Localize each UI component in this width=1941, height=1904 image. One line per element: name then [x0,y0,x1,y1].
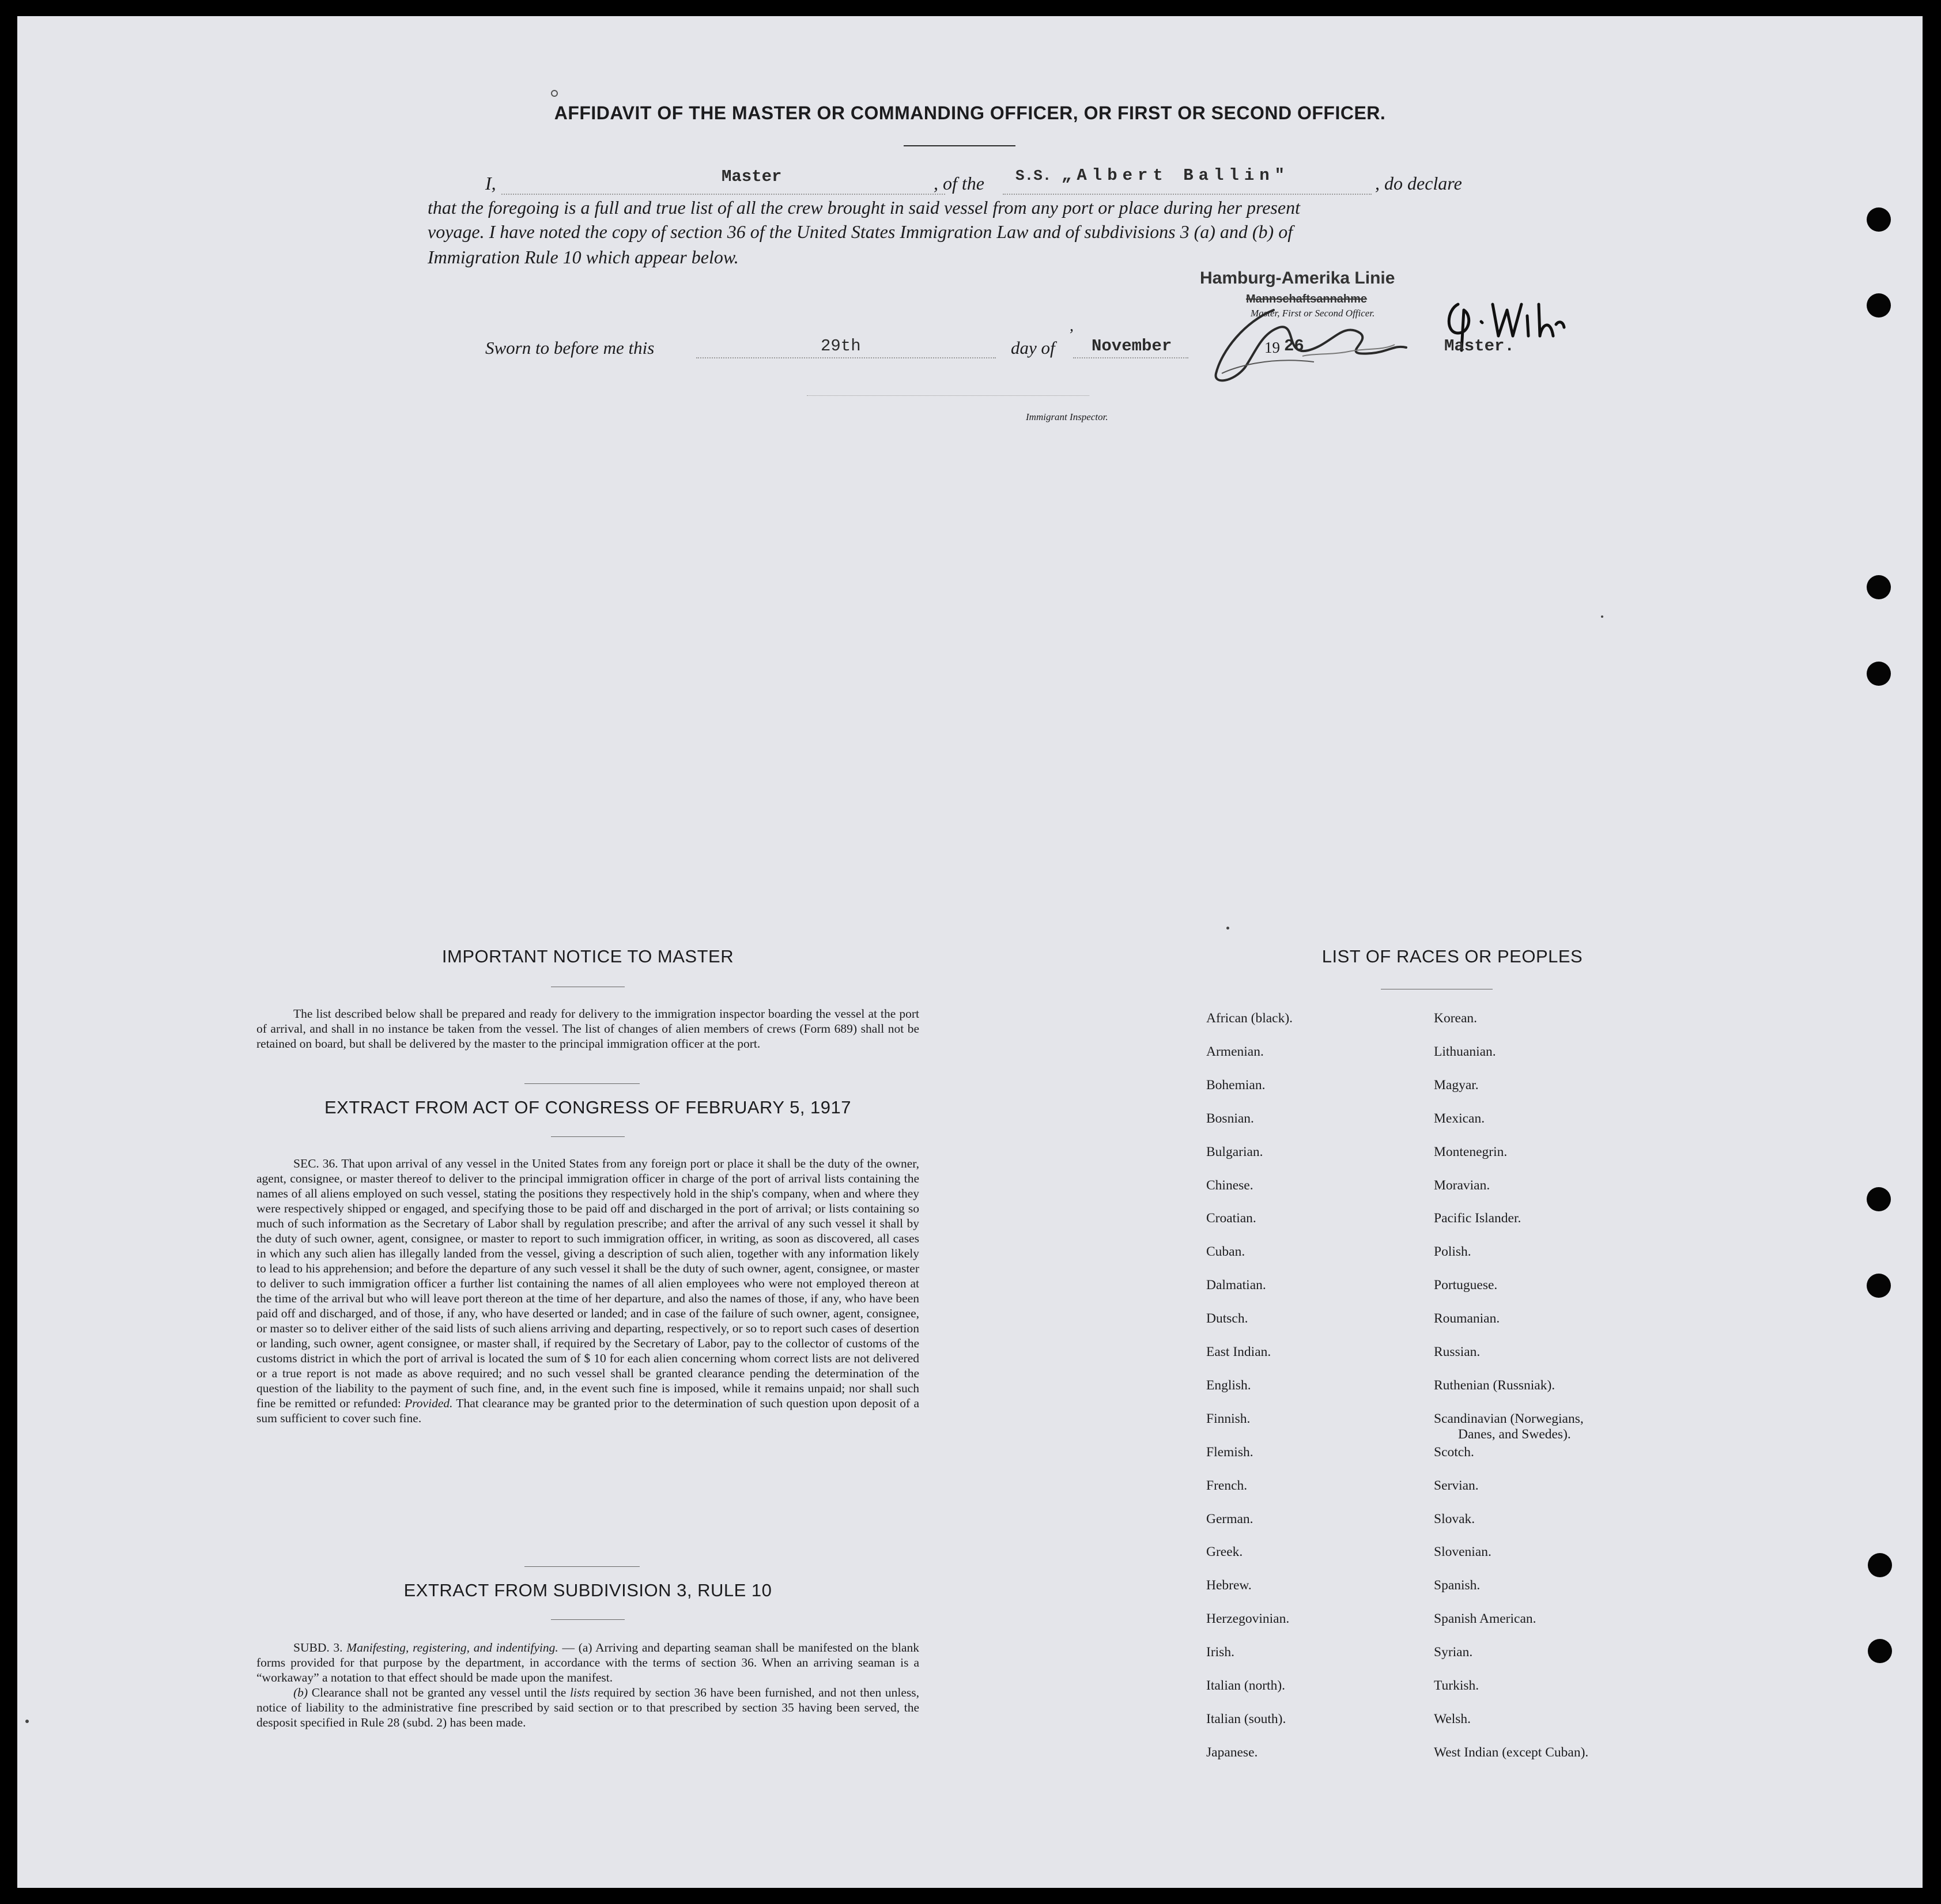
vessel-prefix: S.S. [1015,167,1052,184]
rule-b-text-1: Clearance shall not be granted any vessel until the [311,1686,567,1699]
race-item: Scandinavian (Norwegians, [1434,1411,1584,1426]
race-item: Finnish. [1206,1411,1251,1426]
punch-hole [1868,1639,1892,1663]
rule-b-text-2: required by section 36 have been furnished, and not then unless, notice of liability to the administrative fine prescribed by said section or to that prescribed by section 35 having been served, the desposit specified in Rule 28 (subd. 2) has been made. [256,1686,920,1729]
document-page [17,16,1923,1888]
divider-rule [524,1566,640,1567]
punch-hole [1867,293,1891,318]
inspector-caption: Immigrant Inspector. [1026,411,1108,422]
race-item: French. [1206,1478,1248,1493]
of-the-label: , of the [934,173,984,194]
races-title: LIST OF RACES OR PEOPLES [1321,946,1583,966]
comma-mark: , [1070,317,1074,335]
rule-b-label: (b) [293,1686,308,1699]
rank-line [501,194,945,195]
punch-hole [1868,1553,1892,1577]
rule-a-text: Arriving and departing seaman shall be manifested on the blank forms provided for that purpose by the department, in accordance with the terms of section 36. When an arriving seaman is a “workaway” a notation to that effect should be made upon the manifest. [256,1641,919,1684]
race-item: Slovenian. [1434,1544,1491,1560]
race-item: East Indian. [1206,1344,1271,1359]
affidavit-line-3: voyage. I have noted the copy of section 36 of the United States Immigration Law and of subdivisions 3 (a) and (b) of [428,221,1293,242]
race-item: Irish. [1206,1645,1234,1660]
rule-title: EXTRACT FROM SUBDIVISION 3, RULE 10 [403,1580,772,1600]
race-item: Portuguese. [1434,1278,1498,1293]
race-item: Korean. [1434,1011,1478,1026]
race-item: Moravian. [1434,1177,1490,1193]
race-item: Russian. [1434,1344,1481,1359]
race-item: West Indian (except Cuban). [1434,1744,1589,1760]
act-main-text: SEC. 36. That upon arrival of any vessel in the United States from any foreign port or place it shall be the duty of the owner, agent, consignee, or master thereof to deliver to the principal immigration officer in charge of the port of arrival lists containing the names of all aliens employed on such vessel, stating the positions they respectively hold in the ship's company, when and where they were respectively shipped or engaged, and specifying those to be paid off and discharged in the port of arrival; or lists containing so much of such information as the Secretary of Labor shall by regulation prescribe; and after the arrival of any such vessel it shall by the duty of such owner, agent, consignee, or master to report to such immigration officer, in writing, as soon as discovered, all cases in which any such alien has illegally landed from the vessel, giving a description of such alien, together with any information likely to lead to his apprehension; and before the departure of any such vessel it shall be the duty of such owner, agent, consignee, or master to deliver to such immigration officer a further list containing the names of all alien employees who were not employed thereon at the time of the arrival but who will leave port thereon at the time of her departure, and also the names of those, if any, who have been paid off and discharged, and of those, if any, who have deserted or landed; and in case of the failure of such owner, agent, consignee, or master so to deliver either of the said lists of such aliens arriving and departing, respectively, or so to report such cases of desertion or landing, such owner, agent consignee, or master shall, if required by the Secretary of Labor, pay to the collector of customs of the customs district in which the port of arrival is located the sum of $ 10 for each alien concerning whom correct lists are not delivered or a true report is not made as above required; and no such vessel shall be granted clearance pending the determination of the question of the liability to the payment of such fine, and, in the event such fine is imposed, while it remains unpaid; nor shall such fine be remitted or refunded: [256,1157,919,1410]
race-item: Chinese. [1206,1177,1253,1193]
rule-paragraph-b [256,1685,919,1730]
punch-hole [1867,207,1891,232]
sworn-label: Sworn to before me this [485,338,655,358]
rule-b-lists: lists [569,1686,590,1699]
race-item: Magyar. [1434,1077,1479,1093]
race-item: Lithuanian. [1434,1044,1496,1059]
race-item: Bulgarian. [1206,1144,1263,1159]
race-item: German. [1206,1511,1253,1527]
do-declare-label: , do declare [1375,173,1462,194]
race-item: Syrian. [1434,1645,1473,1660]
race-item: Montenegrin. [1434,1144,1508,1159]
race-item: African (black). [1206,1011,1293,1026]
year-prefix: 19 [1264,339,1280,356]
race-item-continuation: Danes, and Swedes). [1458,1426,1571,1442]
month-line [1073,357,1188,358]
race-item: Spanish American. [1434,1611,1536,1627]
vessel-name: „Albert Ballin" [1062,166,1290,185]
race-item: Herzegovinian. [1206,1611,1290,1627]
punch-hole [1867,1274,1891,1298]
race-item: Servian. [1434,1478,1479,1493]
month-value: November [1092,337,1172,356]
race-item: Spanish. [1434,1578,1481,1593]
rule-a-label: — (a) [562,1641,592,1654]
race-item: Japanese. [1206,1744,1258,1760]
race-item: Cuban. [1206,1244,1245,1260]
act-end-text: That clearance may be granted prior to the determination of such question upon deposit of a sum sufficient to cover such fine. [256,1396,919,1425]
title-underline [904,145,1015,146]
race-item: Ruthenian (Russniak). [1434,1377,1555,1393]
punch-hole [1867,662,1891,686]
affidavit-line-2: that the foregoing is a full and true list of all the crew brought in said vessel from any port or place during her present [428,197,1300,218]
rule-text [256,1640,919,1730]
act-provided: Provided. [405,1396,453,1410]
race-item: Bosnian. [1206,1110,1254,1126]
affidavit-title: AFFIDAVIT OF THE MASTER OR COMMANDING OFFICER, OR FIRST OR SECOND OFFICER. [554,103,1386,123]
race-item: Hebrew. [1206,1578,1252,1593]
day-value: 29th [821,337,861,356]
race-item: Croatian. [1206,1211,1256,1226]
paper-speck [1226,927,1229,930]
race-item: Polish. [1434,1244,1471,1260]
race-item: Slovak. [1434,1511,1475,1527]
rule-underline [551,1619,625,1620]
act-text [256,1156,919,1426]
race-item: Italian (north). [1206,1678,1286,1693]
stamp-department: Mannschaftsannahme [1246,293,1368,305]
year-value: 26 [1284,337,1304,356]
affidavit-line-4: Immigration Rule 10 which appear below. [428,247,739,267]
paper-speck [25,1720,29,1723]
race-item: Roumanian. [1434,1311,1500,1327]
race-item: Italian (south). [1206,1711,1286,1727]
race-item: Welsh. [1434,1711,1471,1727]
race-item: Armenian. [1206,1044,1264,1059]
day-of-label: day of [1011,338,1055,358]
race-item: Turkish. [1434,1678,1479,1693]
i-label: I, [485,173,496,194]
act-paragraph [256,1156,919,1426]
day-line [696,357,996,358]
signature-scribble-1 [1199,287,1441,396]
race-item: Dalmatian. [1206,1278,1266,1293]
punch-hole [1867,575,1891,599]
rank-value: Master [722,167,782,186]
race-item: Dutsch. [1206,1311,1248,1327]
race-item: Pacific Islander. [1434,1211,1521,1226]
rule-a-lead: SUBD. 3. [293,1641,343,1654]
race-item: English. [1206,1377,1251,1393]
paper-speck [1601,615,1603,618]
signature-caption: Master, First or Second Officer. [1251,308,1375,319]
notice-title: IMPORTANT NOTICE TO MASTER [441,946,734,966]
act-title: EXTRACT FROM ACT OF CONGRESS OF FEBRUARY 5, 1917 [324,1097,852,1117]
inspector-line [807,395,1089,396]
stamp-company: Hamburg-Amerika Linie [1200,269,1395,288]
race-item: Mexican. [1434,1110,1485,1126]
punch-hole [1867,1187,1891,1211]
rule-paragraph-a [256,1640,919,1685]
notice-paragraph: The list described below shall be prepared and ready for delivery to the immigration inspector boarding the vessel at the port of arrival, and shall in no instance be taken from the vessel. The list of changes of alien members of crews (Form 689) shall not be retained on board, but shall be delivered by the master to the principal immigration officer at the port. [256,1007,919,1051]
vessel-line [1003,194,1372,195]
race-item: Scotch. [1434,1444,1474,1460]
paper-speck [551,90,558,97]
notice-text [256,1006,919,1051]
race-item: Flemish. [1206,1444,1253,1460]
divider-rule [524,1083,640,1084]
rule-a-heading: Manifesting, registering, and indentifying. [346,1641,558,1654]
race-item: Bohemian. [1206,1077,1266,1093]
master-label: Master. [1444,337,1515,356]
act-underline [551,1136,625,1137]
race-item: Greek. [1206,1544,1243,1560]
